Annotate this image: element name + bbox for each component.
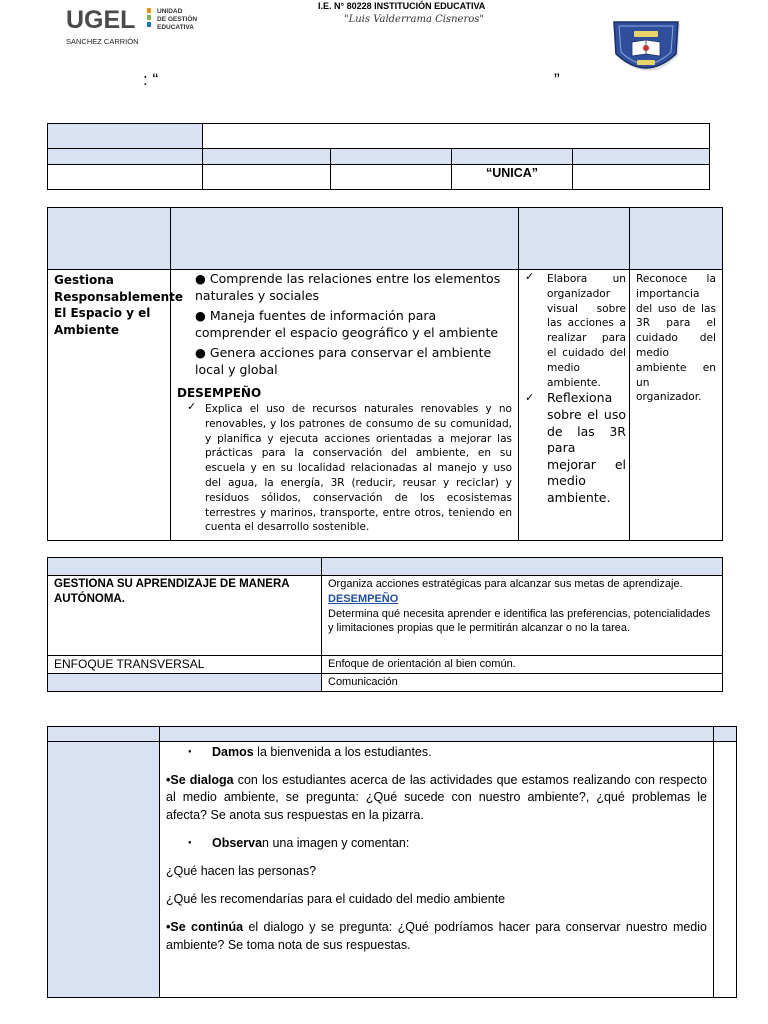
check-icon: ✓ — [525, 391, 535, 405]
activity-observe: ● Observan una imagen y comentan: — [166, 835, 707, 852]
enfoque-value: Enfoque de orientación al bien común. — [322, 656, 723, 674]
ugel-logo-text: UGEL — [66, 6, 136, 34]
transversal-details — [322, 576, 723, 656]
activities-cell — [160, 742, 714, 998]
activity-continue: •Se continúa el dialogo y se pregunta: ¿Qué podríamos hacer para conservar nuestro medio ambiente? Se toma nota de sus respuestas. — [166, 920, 707, 952]
header-cell — [203, 149, 331, 165]
value-cell — [203, 165, 331, 190]
value-cell — [573, 165, 710, 190]
area-value: Comunicación — [322, 674, 723, 692]
institution-name: "Luis Valderrama Cisneros" — [344, 14, 484, 25]
criterion-item: ✓ Elabora un organizador visual sobre las acciones a realizar para el cuidado del medio ambiente. — [525, 270, 626, 389]
header-cell — [573, 149, 710, 165]
institution-title: I.E. N° 80228 INSTITUCIÓN EDUCATIVA — [318, 1, 486, 11]
capacity-item: ● Comprende las relaciones entre los elementos naturales y sociales — [195, 271, 501, 303]
header-cell — [519, 208, 630, 270]
evidence-cell: Reconoce la importancia del uso de las 3R para el cuidado del medio ambiente en un organizador. — [630, 270, 723, 541]
capacity-item: ● Maneja fuentes de información para comprender el espacio geográfico y el ambiente — [195, 308, 499, 340]
desempeno-label: DESEMPEÑO — [328, 592, 399, 605]
ugel-subtitle: UNIDAD DE GESTIÓN EDUCATIVA — [157, 8, 198, 31]
competency-cell: Gestiona Responsablemente El Espacio y el Ambiente — [48, 270, 171, 541]
transversal-competency: GESTIONA SU APRENDIZAJE DE MANERA AUTÓNOMA. — [48, 576, 322, 656]
section-cell: “UNICA” — [452, 165, 573, 190]
value-cell — [331, 165, 452, 190]
header-cell — [171, 208, 519, 270]
competencies-table — [47, 207, 723, 541]
header-cell — [48, 149, 203, 165]
header-cell — [160, 727, 714, 742]
title-quote-close: ” — [554, 70, 560, 89]
capacity-item: ● Genera acciones para conservar el ambiente local y global — [195, 345, 492, 377]
enfoque-label: ENFOQUE TRANSVERSAL — [48, 656, 322, 674]
ugel-logo-bars — [147, 8, 151, 32]
label-cell — [48, 674, 322, 692]
question-1: ¿Qué hacen las personas? — [166, 864, 317, 879]
activity-dialogue: •Se dialoga con los estudiantes acerca de las actividades que estamos realizando con respecto al medio ambiente, se pregunta: ¿Qué sucede con nuestro ambiente?, ¿qué problemas le afecta? Se anota sus respuestas en la pizarra. — [166, 773, 707, 822]
value-cell — [203, 124, 710, 149]
capacities-cell — [171, 270, 519, 541]
header-cell — [452, 149, 573, 165]
general-data-table — [47, 123, 710, 190]
check-icon: ✓ — [187, 400, 197, 413]
title-quote-open: : “ — [143, 70, 159, 89]
school-crest-logo — [610, 18, 682, 80]
resources-cell — [714, 742, 737, 998]
header-cell — [48, 558, 322, 576]
transversal-desempeno: Determina qué necesita aprender e identifica las preferencias, potencialidades y limitaciones propias que le permitirán alcanzar o no la tarea. — [328, 607, 711, 635]
activity-welcome: ● Damos la bienvenida a los estudiantes. — [166, 744, 707, 761]
desempeno-text: ✓ Explica el uso de recursos naturales renovables y no renovables, y los patrones de consumo de su comunidad, y planifica y ejecuta acciones orientadas a mejorar las prácticas para la conservación del ambiente, en su escuela y en su localidad relacionadas al manejo y uso del agua, la energía, 3R (reducir, reusar y reciclar) y residuos sólidos, conservación de los ecosistemas terrestres y marinos, transporte, entre otros, teniendo en cuenta el desarrollo sostenible. — [187, 400, 512, 534]
criteria-cell — [519, 270, 630, 541]
header-cell — [48, 727, 160, 742]
label-cell — [48, 124, 203, 149]
header-cell — [331, 149, 452, 165]
transversal-table — [47, 557, 723, 692]
header-cell — [714, 727, 737, 742]
header-cell — [630, 208, 723, 270]
moment-cell — [48, 742, 160, 998]
header-cell — [48, 208, 171, 270]
value-cell — [48, 165, 203, 190]
ugel-location: SANCHEZ CARRIÓN — [66, 37, 139, 46]
check-icon: ✓ — [525, 270, 535, 283]
sequence-table — [47, 726, 737, 998]
criterion-item: ✓ Reflexiona sobre el uso de las 3R para mejorar el medio ambiente. — [525, 390, 626, 505]
desempeno-title: DESEMPEÑO — [177, 386, 262, 400]
header-cell — [322, 558, 723, 576]
transversal-capacity: Organiza acciones estratégicas para alcanzar sus metas de aprendizaje. — [328, 578, 683, 590]
question-2: ¿Qué les recomendarías para el cuidado del medio ambiente — [166, 892, 506, 907]
